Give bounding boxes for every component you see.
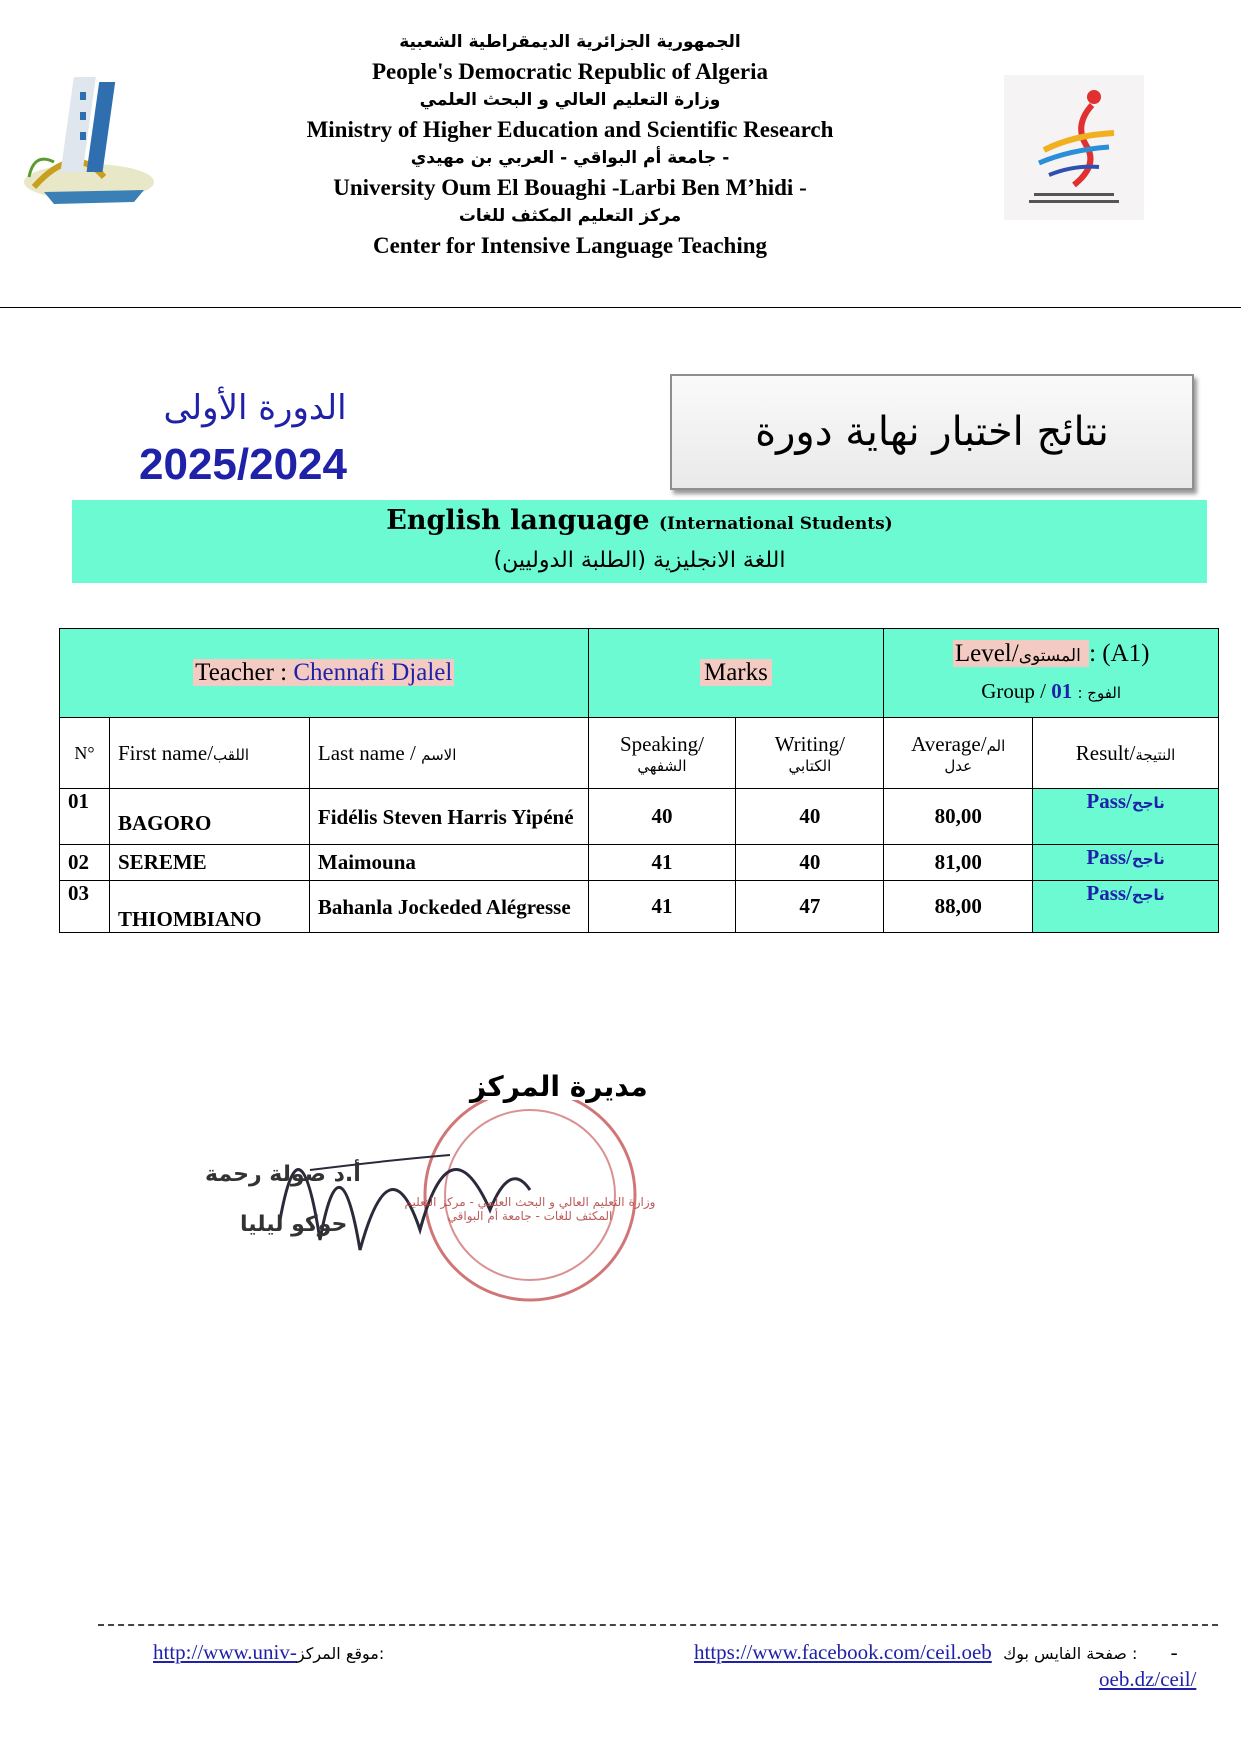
cell-writing: 40	[736, 845, 884, 881]
result-ar: ناجح	[1131, 886, 1165, 904]
col-writing-ar: الكتابي	[788, 756, 832, 775]
header-line-ar: مركز التعليم المكثف للغات	[458, 206, 682, 226]
col-speaking	[588, 718, 736, 789]
session-label: الدورة الأولى	[163, 388, 347, 428]
result-en: Pass/	[1086, 789, 1132, 813]
cell-no: 01	[60, 789, 110, 845]
col-result-en: Result/	[1075, 740, 1136, 765]
signatory-line1: أ.د صولة رحمة	[205, 1162, 361, 1187]
col-average-ar1: الم	[986, 736, 1006, 755]
group-prefix: Group /	[981, 679, 1046, 703]
header-line-ar: جامعة أم البواقي - العربي بن مهيدي -	[410, 148, 730, 168]
col-last-name	[309, 718, 588, 789]
cell-speaking: 40	[588, 789, 736, 845]
course-name-ar: اللغة الانجليزية (الطلبة الدوليين)	[493, 548, 786, 573]
teacher-cell	[60, 629, 589, 718]
signature-title: مديرة المركز	[470, 1070, 648, 1103]
col-average-en: Average/	[911, 731, 987, 756]
col-writing-en: Writing/	[774, 731, 846, 756]
col-first-name-en: First name/	[117, 740, 214, 765]
footer-site	[153, 1640, 384, 1665]
header-line-en: People's Democratic Republic of Algeria	[371, 59, 769, 84]
results-table	[59, 628, 1219, 933]
center-logo	[1004, 75, 1144, 220]
footer-dash: -	[1170, 1640, 1178, 1664]
institution-header	[250, 28, 890, 260]
facebook-link[interactable]: https://www.facebook.com/ceil.oeb	[694, 1640, 992, 1664]
table-row	[60, 789, 1219, 845]
course-banner	[72, 500, 1207, 583]
footer-divider	[98, 1624, 1218, 1626]
cell-average: 88,00	[884, 881, 1033, 933]
page-title	[670, 374, 1194, 490]
cell-no: 03	[60, 881, 110, 933]
col-average	[884, 718, 1033, 789]
cell-first-name: THIOMBIANO	[109, 881, 309, 933]
result-en: Pass/	[1086, 845, 1132, 869]
result-ar: ناجح	[1131, 794, 1165, 812]
course-note: (International Students)	[658, 514, 893, 534]
col-first-name-ar: اللقب	[213, 745, 250, 764]
table-header-row	[60, 629, 1219, 718]
cell-speaking: 41	[588, 845, 736, 881]
header-line-en: University Oum El Bouaghi -Larbi Ben M’hidi -	[333, 175, 807, 200]
cell-no: 02	[60, 845, 110, 881]
footer-site-cont	[1099, 1667, 1196, 1692]
col-speaking-ar: الشفهي	[637, 756, 687, 775]
site-link[interactable]: http://www.univ-	[153, 1640, 297, 1664]
col-last-name-en: Last name /	[317, 740, 416, 765]
marks-cell	[588, 629, 884, 718]
cell-result	[1033, 881, 1219, 933]
group-value: 01	[1051, 679, 1073, 703]
table-row	[60, 881, 1219, 933]
session-year: 2025/2024	[139, 440, 347, 489]
cell-last-name: Maimouna	[309, 845, 588, 881]
header-line-en: Center for Intensive Language Teaching	[372, 233, 767, 258]
result-ar: ناجح	[1131, 850, 1165, 868]
teacher-label: Teacher :	[195, 659, 288, 686]
cell-first-name: BAGORO	[109, 789, 309, 845]
page-title-text: نتائج اختبار نهاية دورة	[755, 409, 1109, 455]
header-line-ar: وزارة التعليم العالي و البحث العلمي	[419, 90, 721, 110]
header-line-en: Ministry of Higher Education and Scientific Research	[306, 117, 834, 142]
level-group-cell	[884, 629, 1219, 718]
course-name: English language	[386, 505, 650, 536]
stamp-text: وزارة التعليم العالي و البحث العلمي - مركز التعليم المكثف للغات - جامعة أم البواقي	[404, 1195, 656, 1223]
group-ar: الفوج :	[1077, 684, 1122, 702]
course-name-en	[72, 502, 1207, 543]
cell-result	[1033, 845, 1219, 881]
col-no: N°	[60, 718, 110, 789]
site-label: موقع المركز:	[296, 1644, 385, 1663]
header-divider	[0, 307, 1241, 308]
result-en: Pass/	[1086, 881, 1132, 905]
cell-first-name: SEREME	[109, 845, 309, 881]
footer-facebook	[694, 1640, 1178, 1665]
cell-last-name: Bahanla Jockeded Alégresse	[309, 881, 588, 933]
cell-average: 81,00	[884, 845, 1033, 881]
cell-writing: 40	[736, 789, 884, 845]
col-average-ar2: عدل	[944, 756, 973, 775]
column-header-row	[60, 718, 1219, 789]
cell-average: 80,00	[884, 789, 1033, 845]
level-prefix: Level/	[954, 640, 1019, 667]
teacher-name: Chennafi Djalel	[293, 659, 453, 686]
col-result-ar: النتيجة	[1135, 745, 1176, 764]
table-row	[60, 845, 1219, 881]
level-ar: المستوى	[1018, 646, 1081, 666]
university-logo	[14, 62, 164, 212]
header-line-ar: الجمهورية الجزائرية الديمقراطية الشعبية	[399, 32, 741, 52]
col-result	[1033, 718, 1219, 789]
cell-result	[1033, 789, 1219, 845]
col-last-name-ar: الاسم	[421, 745, 457, 764]
col-first-name	[109, 718, 309, 789]
col-writing	[736, 718, 884, 789]
col-speaking-en: Speaking/	[619, 731, 704, 756]
cell-speaking: 41	[588, 881, 736, 933]
marks-label: Marks	[700, 659, 772, 686]
facebook-label: صفحة الفايس بوك :	[1003, 1644, 1138, 1663]
cell-last-name: Fidélis Steven Harris Yipéné	[309, 789, 588, 845]
cell-writing: 47	[736, 881, 884, 933]
level-value: : (A1)	[1089, 640, 1150, 667]
signatory-line2: حوكو ليليا	[240, 1212, 348, 1237]
site-link-cont[interactable]: oeb.dz/ceil/	[1099, 1667, 1197, 1691]
